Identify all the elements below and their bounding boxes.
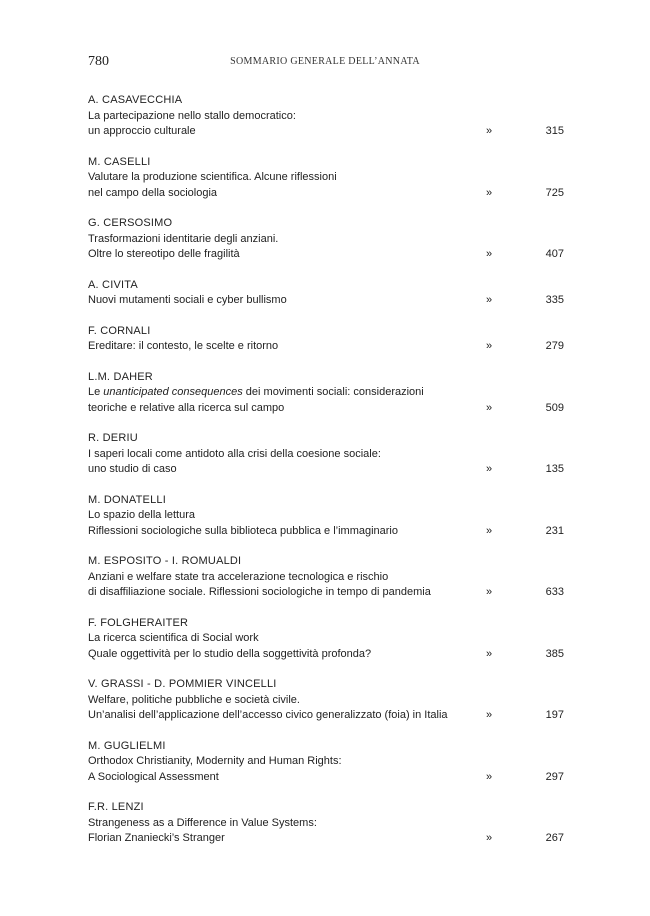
- ditto-mark: »: [486, 586, 493, 598]
- entry-title-line: di disaffiliazione sociale. Riflessioni sociologiche in tempo di pandemia: [88, 586, 431, 598]
- entry-page-number: 385: [545, 647, 564, 660]
- entry-page-number: 279: [545, 340, 564, 352]
- title-italic-text: unanticipated consequences: [103, 386, 243, 398]
- ditto-mark: »: [486, 294, 493, 306]
- ditto-mark: »: [486, 709, 493, 721]
- entry-title-line: Riflessioni sociologiche sulla biblioteca pubblica e l’immaginario: [88, 524, 398, 537]
- entry-page-ref: [474, 186, 564, 202]
- entry-page-ref: [474, 462, 564, 478]
- toc-entry[interactable]: [88, 677, 564, 724]
- entry-author: M. CASELLI: [88, 155, 151, 168]
- entry-title-line: Welfare, politiche pubbliche e società civile.: [88, 693, 300, 706]
- entry-page-ref: [474, 831, 564, 847]
- entry-page-number: 197: [545, 709, 564, 721]
- entry-author: R. DERIU: [88, 432, 138, 444]
- toc-entry[interactable]: [88, 554, 564, 601]
- entry-page-number: 335: [545, 294, 564, 306]
- entry-title-line: I saperi locali come antidoto alla crisi della coesione sociale:: [88, 447, 381, 460]
- entry-page-ref: [474, 247, 564, 263]
- entry-page-number: 315: [545, 125, 564, 137]
- ditto-mark: »: [486, 463, 493, 475]
- entry-title-line: Trasformazioni identitarie degli anziani.: [88, 232, 279, 245]
- entry-title-line: La partecipazione nello stallo democratico:: [88, 109, 296, 122]
- entry-title-line: Quale oggettività per lo studio della soggettività profonda?: [88, 647, 372, 660]
- toc-entry[interactable]: [88, 278, 564, 309]
- toc-entry[interactable]: [88, 616, 564, 663]
- toc-entry[interactable]: [88, 216, 564, 263]
- toc-entry[interactable]: [88, 370, 564, 417]
- entry-author: A. CASAVECCHIA: [88, 94, 183, 106]
- toc-entry[interactable]: [88, 431, 564, 478]
- entry-author: F.R. LENZI: [88, 801, 144, 813]
- entry-page-ref: [474, 524, 564, 540]
- entry-title-line: un approccio culturale: [88, 125, 196, 137]
- entry-page-number: 231: [545, 524, 564, 537]
- entry-page-ref: [474, 124, 564, 140]
- entry-author: L.M. DAHER: [88, 370, 153, 383]
- ditto-mark: »: [486, 647, 493, 660]
- entry-title-line: Anziani e welfare state tra accelerazione tecnologica e rischio: [88, 570, 389, 583]
- page-header: [88, 54, 562, 74]
- entry-page-number: 407: [545, 248, 564, 260]
- ditto-mark: »: [486, 248, 493, 260]
- entry-page-number: 509: [545, 401, 564, 414]
- entry-title-line: La ricerca scientifica di Social work: [88, 632, 259, 644]
- entry-author: M. ESPOSITO - I. ROMUALDI: [88, 555, 242, 567]
- entry-title-line: A Sociological Assessment: [88, 770, 219, 783]
- toc-entry[interactable]: [88, 324, 564, 355]
- entry-author: M. DONATELLI: [88, 493, 166, 506]
- ditto-mark: »: [486, 770, 493, 783]
- toc-entry[interactable]: [88, 93, 564, 140]
- entry-page-ref: [474, 770, 564, 786]
- entry-author: G. CERSOSIMO: [88, 217, 173, 229]
- entry-page-number: 135: [545, 463, 564, 475]
- entry-page-ref: [474, 339, 564, 355]
- ditto-mark: »: [486, 340, 493, 352]
- entry-title-line: Lo spazio della lettura: [88, 509, 196, 521]
- entry-page-number: 267: [545, 832, 564, 844]
- entry-title-line: Oltre lo stereotipo delle fragilità: [88, 248, 240, 260]
- entry-author: A. CIVITA: [88, 278, 138, 291]
- entry-title-line: teoriche e relative alla ricerca sul campo: [88, 401, 285, 414]
- toc-entry[interactable]: [88, 739, 564, 786]
- ditto-mark: »: [486, 832, 493, 844]
- ditto-mark: »: [486, 524, 493, 537]
- entry-title-line: Ereditare: il contesto, le scelte e ritorno: [88, 340, 279, 352]
- entry-title-line: Valutare la produzione scientifica. Alcune riflessioni: [88, 171, 337, 183]
- page-number: 780: [88, 54, 109, 69]
- entry-page-ref: [474, 708, 564, 724]
- entry-author: V. GRASSI - D. POMMIER VINCELLI: [88, 678, 277, 690]
- toc-entry[interactable]: [88, 155, 564, 202]
- entry-page-ref: [474, 585, 564, 601]
- running-title: SOMMARIO GENERALE DELL’ANNATA: [230, 56, 420, 67]
- title-text: dei movimenti sociali: considerazioni: [242, 386, 424, 398]
- entry-title-line: uno studio di caso: [88, 463, 177, 475]
- entry-page-ref: [474, 647, 564, 663]
- entry-title-line: Florian Znaniecki’s Stranger: [88, 832, 225, 844]
- entry-page-ref: [474, 293, 564, 309]
- entry-title-line: Un’analisi dell’applicazione dell’accesso civico generalizzato (foia) in Italia: [88, 709, 448, 721]
- entry-author: M. GUGLIELMI: [88, 739, 166, 752]
- toc-entry[interactable]: [88, 800, 564, 847]
- table-of-contents: [88, 93, 564, 862]
- entry-title-line: Strangeness as a Difference in Value Systems:: [88, 816, 317, 829]
- entry-author: F. CORNALI: [88, 324, 151, 337]
- entry-title-line: [88, 385, 564, 401]
- toc-entry[interactable]: [88, 493, 564, 540]
- entry-page-number: 725: [545, 186, 564, 199]
- entry-author: F. FOLGHERAITER: [88, 616, 189, 629]
- ditto-mark: »: [486, 186, 493, 199]
- title-text: Le: [88, 386, 104, 398]
- ditto-mark: »: [486, 401, 493, 414]
- entry-title-line: Orthodox Christianity, Modernity and Human Rights:: [88, 755, 342, 767]
- entry-page-number: 633: [545, 586, 564, 598]
- entry-page-ref: [474, 401, 564, 417]
- entry-title-line: nel campo della sociologia: [88, 186, 218, 199]
- ditto-mark: »: [486, 125, 493, 137]
- entry-page-number: 297: [545, 770, 564, 783]
- entry-title-line: Nuovi mutamenti sociali e cyber bullismo: [88, 294, 287, 306]
